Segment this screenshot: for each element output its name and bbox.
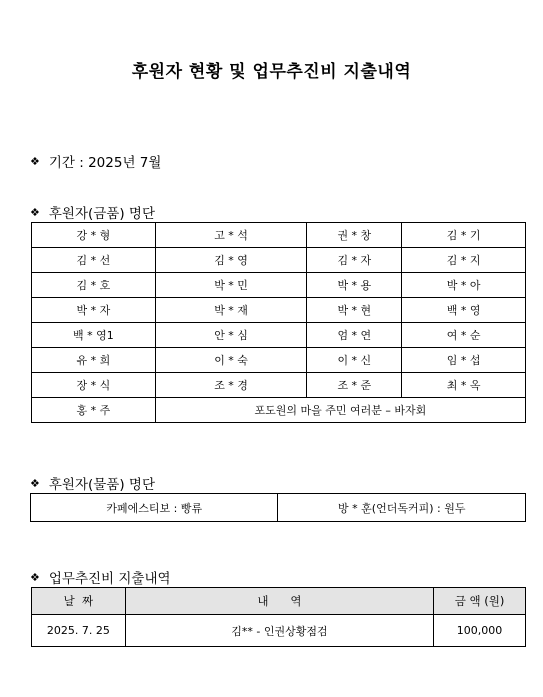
table-row: [32, 373, 526, 398]
diamond-bullet-icon: ❖: [30, 570, 40, 584]
diamond-bullet-icon: ❖: [30, 476, 40, 490]
table-row: [32, 248, 526, 273]
table-row: [32, 615, 526, 647]
donor-name-cell: 김 * 지: [402, 248, 526, 273]
donor-name-cell: 조 * 경: [155, 373, 307, 398]
donor-name-cell: 엄 * 연: [307, 323, 402, 348]
column-header-detail: 내 역: [125, 588, 433, 615]
donor-name-cell: 권 * 창: [307, 223, 402, 248]
donor-name-cell: 장 * 식: [32, 373, 156, 398]
donor-name-cell: 안 * 심: [155, 323, 307, 348]
donor-name-cell: 박 * 민: [155, 273, 307, 298]
donor-name-cell: 홍 * 주: [32, 398, 156, 423]
donor-name-cell: 최 * 옥: [402, 373, 526, 398]
expense-detail-cell: 김** - 인권상황점검: [125, 615, 433, 647]
goods-donors-heading: [30, 473, 155, 493]
table-row: [32, 298, 526, 323]
expense-date-cell: 2025. 7. 25: [32, 615, 126, 647]
table-row: [32, 273, 526, 298]
goods-donor-cell: 방 * 훈(언더독커피) : 원두: [278, 494, 526, 522]
donor-name-cell: 박 * 현: [307, 298, 402, 323]
donor-name-cell: 이 * 신: [307, 348, 402, 373]
donor-name-cell: 여 * 순: [402, 323, 526, 348]
donor-name-cell: 박 * 자: [32, 298, 156, 323]
diamond-bullet-icon: ❖: [30, 154, 40, 168]
donor-name-cell: 박 * 재: [155, 298, 307, 323]
goods-donor-cell: 카페에스티보 : 빵류: [31, 494, 278, 522]
donor-name-cell: 조 * 준: [307, 373, 402, 398]
table-row: [32, 223, 526, 248]
goods-donors-title: 후원자(물품) 명단: [48, 477, 155, 493]
table-row: [31, 494, 526, 522]
period-label: 기간 : 2025년 7월: [48, 155, 162, 171]
donor-name-cell: 강 * 형: [32, 223, 156, 248]
page-title: 후원자 현황 및 업무추진비 지출내역: [131, 62, 412, 82]
period-section: [30, 151, 161, 171]
donor-name-cell: 백 * 영1: [32, 323, 156, 348]
table-row: [32, 398, 526, 423]
expenses-table: [31, 587, 526, 647]
donor-name-cell: 김 * 자: [307, 248, 402, 273]
donor-name-cell: 이 * 숙: [155, 348, 307, 373]
donor-name-cell: 임 * 섭: [402, 348, 526, 373]
donor-name-cell: 김 * 선: [32, 248, 156, 273]
donor-name-cell: 박 * 용: [307, 273, 402, 298]
table-row: [32, 323, 526, 348]
column-header-date: 날 짜: [32, 588, 126, 615]
column-header-amount: 금 액 (원): [434, 588, 526, 615]
cash-donors-heading: [30, 202, 155, 222]
donor-name-cell: 백 * 영: [402, 298, 526, 323]
diamond-bullet-icon: ❖: [30, 205, 40, 219]
expense-amount-cell: 100,000: [434, 615, 526, 647]
expenses-heading: [30, 567, 171, 587]
donor-name-cell: 유 * 희: [32, 348, 156, 373]
donor-name-cell: 고 * 석: [155, 223, 307, 248]
donor-group-cell: 포도원의 마을 주민 여러분 – 바자회: [155, 398, 525, 423]
donor-name-cell: 박 * 아: [402, 273, 526, 298]
goods-donors-table: [30, 493, 526, 522]
donor-name-cell: 김 * 영: [155, 248, 307, 273]
table-header-row: [32, 588, 526, 615]
donor-name-cell: 김 * 호: [32, 273, 156, 298]
cash-donors-title: 후원자(금품) 명단: [48, 206, 155, 222]
table-row: [32, 348, 526, 373]
donor-name-cell: 김 * 기: [402, 223, 526, 248]
expenses-title: 업무추진비 지출내역: [48, 571, 171, 587]
cash-donors-table: [31, 222, 526, 423]
